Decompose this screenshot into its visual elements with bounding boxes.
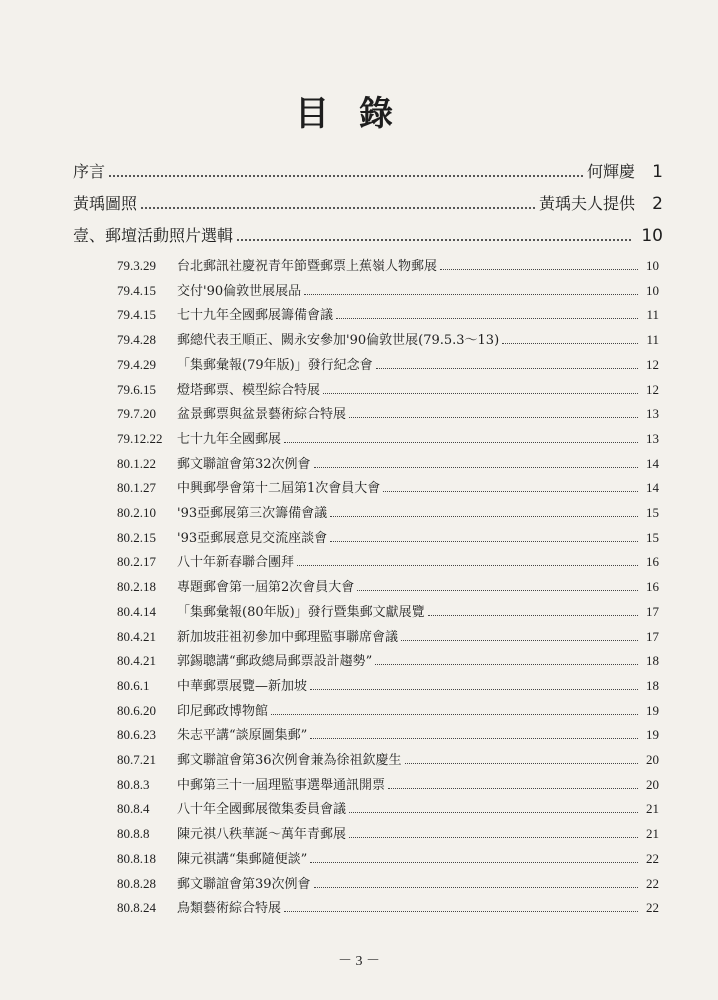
entry-title: 八十年全國郵展徵集委員會議 [177, 802, 347, 818]
entry-date: 79.4.15 [117, 282, 156, 298]
entry-page: 17 [646, 603, 659, 619]
entry-page: 16 [646, 554, 659, 570]
major-entry-page: 10 [641, 226, 663, 246]
toc-entry [117, 427, 659, 447]
leader-dots [297, 565, 638, 566]
toc-entry [117, 822, 659, 842]
toc-entry [117, 378, 659, 398]
entry-date: 80.6.20 [117, 702, 156, 718]
leader-dots [330, 516, 638, 517]
entry-title: 中郵第三十一屆理監事選舉通訊開票 [177, 777, 386, 793]
leader-dots [349, 812, 638, 813]
entry-title: 郭錫聰講“郵政總局郵票設計趨勢” [177, 654, 373, 670]
leader-dots [383, 491, 638, 492]
leader-dots [336, 318, 638, 319]
leader-dots [357, 590, 638, 591]
entry-title: 「集郵彙報(80年版)」發行暨集郵文獻展覽 [177, 604, 425, 620]
entry-title: 陳元祺講“集郵隨便談” [177, 851, 308, 867]
entry-date: 80.2.17 [117, 554, 156, 570]
entry-title: 盆景郵票與盆景藝術綜合特展 [177, 407, 347, 423]
entry-title: 七十九年全國郵展 [177, 431, 282, 447]
entry-page: 16 [646, 579, 659, 595]
leader-dots [376, 368, 638, 369]
entry-date: 80.4.14 [117, 603, 156, 619]
toc-entry [117, 452, 659, 472]
entry-title: 郵文聯誼會第32次例會 [177, 456, 311, 472]
entry-page: 19 [646, 727, 659, 743]
leader-dots [310, 862, 638, 863]
entry-page: 22 [646, 850, 659, 866]
major-entry-label: 黃瑀圖照 [73, 194, 138, 213]
entry-title: 新加坡莊祖初參加中郵理監事聯席會議 [177, 629, 399, 645]
entry-title: 郵總代表王順正、闕永安參加'90倫敦世展(79.5.3～13) [177, 333, 500, 349]
entry-page: 22 [646, 875, 659, 891]
toc-entry [117, 699, 659, 719]
entry-date: 80.2.18 [117, 579, 156, 595]
major-entry-author: 何輝慶 [586, 162, 635, 181]
toc-entry [117, 872, 659, 892]
entry-date: 80.2.10 [117, 505, 156, 520]
entry-page: 20 [646, 776, 659, 792]
entry-title: 陳元祺八秩華誕～萬年青郵展 [177, 827, 347, 843]
major-entry-page: 1 [652, 162, 663, 182]
toc-entry [117, 402, 659, 422]
leader-dots [284, 442, 638, 443]
leader-dots [323, 393, 638, 394]
major-entry-page: 2 [652, 194, 663, 214]
entry-date: 80.8.8 [117, 826, 150, 842]
entry-title: 七十九年全國郵展籌備會議 [177, 308, 334, 324]
entry-title: 燈塔郵票、模型綜合特展 [177, 382, 321, 398]
toc-entry [117, 649, 659, 669]
leader-dots [237, 239, 631, 241]
page-number: － 3 － [338, 954, 380, 969]
leader-dots [349, 417, 638, 418]
toc-entry [117, 896, 659, 916]
toc-entry [117, 526, 659, 546]
entry-page: 18 [646, 653, 659, 669]
entry-date: 79.4.15 [117, 307, 156, 323]
entry-date: 80.4.21 [117, 653, 156, 669]
entry-date: 80.2.15 [117, 529, 156, 545]
toc-entry [117, 353, 659, 373]
toc-entry [117, 328, 659, 348]
entry-title: 印尼郵政博物館 [177, 703, 269, 719]
toc-entry [117, 550, 659, 570]
entry-date: 79.4.29 [117, 356, 156, 372]
entry-title: 交付'90倫敦世展展品 [177, 283, 302, 299]
entry-date: 80.8.4 [117, 801, 150, 817]
entry-date: 79.6.15 [117, 381, 156, 397]
leader-dots [310, 689, 638, 690]
entry-page: 10 [646, 258, 659, 273]
leader-dots [314, 467, 638, 468]
entry-date: 80.6.23 [117, 727, 156, 743]
entry-page: 21 [646, 801, 659, 817]
toc-entry [117, 625, 659, 645]
entry-date: 80.7.21 [117, 752, 156, 767]
entry-page: 13 [646, 406, 659, 422]
entry-date: 80.8.3 [117, 776, 150, 792]
entry-date: 80.4.21 [117, 628, 156, 644]
leader-dots [405, 763, 638, 764]
entry-page: 17 [646, 628, 659, 644]
entry-title: 專題郵會第一屆第2次會員大會 [177, 580, 355, 596]
entry-date: 79.12.22 [117, 430, 163, 446]
entry-title: 朱志平講“談原圖集郵” [177, 728, 308, 744]
leader-dots [349, 837, 638, 838]
entry-title: 中華郵票展覽—新加坡 [177, 678, 308, 694]
entry-title: 「集郵彙報(79年版)」發行紀念會 [177, 357, 373, 373]
entry-page: 21 [646, 826, 659, 842]
entry-title: 鳥類藝術綜合特展 [177, 901, 282, 917]
leader-dots [428, 615, 638, 616]
major-entry-author: 黃瑀夫人提供 [538, 194, 635, 213]
leader-dots [502, 343, 638, 344]
toc-entry [117, 279, 659, 299]
entry-title: 台北郵訊社慶祝青年節暨郵票上蕉嶺人物郵展 [177, 259, 438, 274]
entry-date: 79.3.29 [117, 258, 156, 273]
entry-title: 郵文聯誼會第36次例會兼為徐祖欽慶生 [177, 753, 402, 768]
toc-entry [117, 674, 659, 694]
entry-page: 19 [646, 702, 659, 718]
leader-dots [401, 640, 638, 641]
toc-entry [117, 303, 659, 323]
entry-page: 11 [646, 332, 659, 348]
entry-date: 80.1.27 [117, 480, 156, 496]
entry-date: 79.4.28 [117, 332, 156, 348]
entry-page: 13 [646, 430, 659, 446]
toc-entry [117, 476, 659, 496]
leader-dots [330, 541, 638, 542]
entry-page: 22 [646, 900, 659, 916]
entry-page: 14 [646, 455, 659, 471]
entry-date: 80.8.18 [117, 850, 156, 866]
entry-page: 20 [646, 752, 659, 767]
leader-dots [141, 207, 535, 209]
entry-page: 15 [646, 529, 659, 545]
leader-dots [310, 738, 638, 739]
entry-title: '93亞郵展意見交流座談會 [177, 530, 328, 546]
entry-page: 15 [646, 505, 659, 520]
page-title: 目錄 [295, 94, 423, 134]
toc-entry [117, 575, 659, 595]
entry-page: 11 [646, 307, 659, 323]
leader-dots [440, 269, 638, 270]
entry-date: 80.8.24 [117, 900, 156, 916]
entry-date: 80.6.1 [117, 677, 150, 693]
entry-title: 中興郵學會第十二屆第1次會員大會 [177, 481, 381, 497]
entry-page: 12 [646, 356, 659, 372]
toc-entry [117, 773, 659, 793]
major-entry-label: 序言 [73, 162, 106, 181]
entry-title: '93亞郵展第三次籌備會議 [177, 506, 328, 521]
toc-entry [117, 723, 659, 743]
major-entry [73, 156, 663, 182]
toc-entry [117, 797, 659, 817]
major-entry [73, 220, 663, 246]
leader-dots [388, 788, 638, 789]
entry-date: 80.1.22 [117, 455, 156, 471]
entry-page: 14 [646, 480, 659, 496]
entry-page: 18 [646, 677, 659, 693]
entry-page: 10 [646, 282, 659, 298]
toc-entry [117, 254, 659, 274]
toc-entry [117, 847, 659, 867]
entry-title: 八十年新春聯合團拜 [177, 555, 295, 571]
major-entry [73, 188, 663, 214]
leader-dots [304, 294, 638, 295]
major-entry-label: 壹、郵壇活動照片選輯 [73, 226, 234, 245]
toc-entry [117, 600, 659, 620]
entry-date: 79.7.20 [117, 406, 156, 422]
entry-date: 80.8.28 [117, 875, 156, 891]
leader-dots [375, 664, 638, 665]
entry-page: 12 [646, 381, 659, 397]
entry-title: 郵文聯誼會第39次例會 [177, 876, 311, 892]
leader-dots [109, 175, 583, 177]
toc-entry [117, 748, 659, 768]
leader-dots [314, 887, 638, 888]
toc-entry [117, 501, 659, 521]
leader-dots [284, 911, 638, 912]
leader-dots [271, 714, 638, 715]
